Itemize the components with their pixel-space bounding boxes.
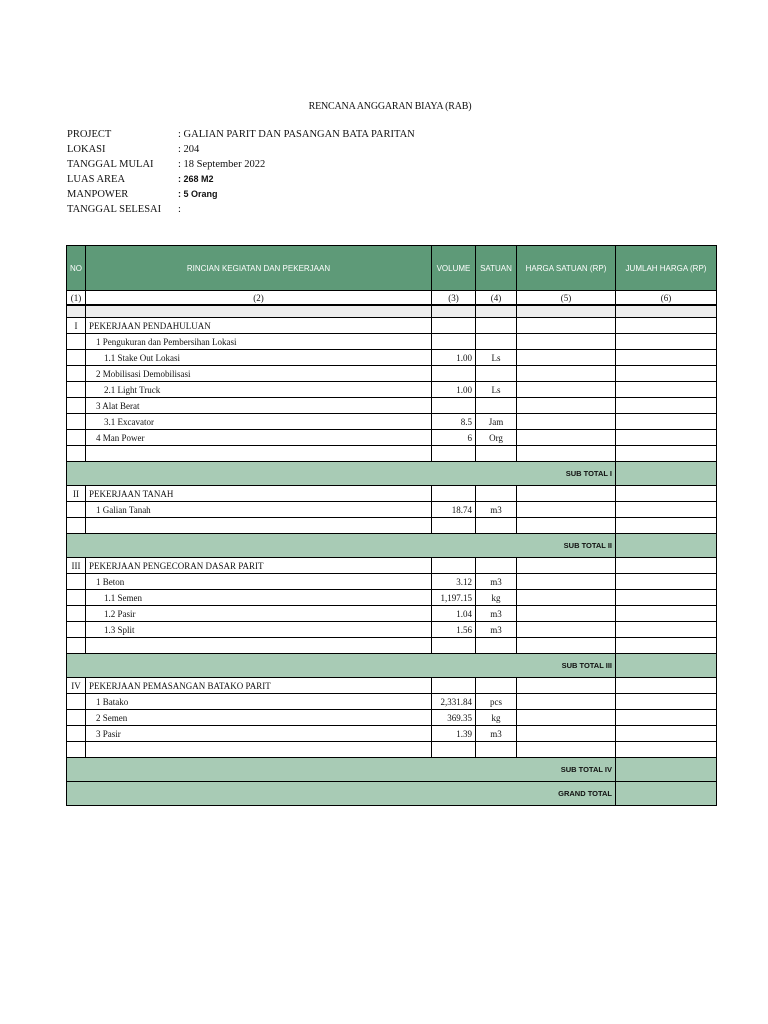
section-row bbox=[67, 486, 717, 502]
item-unit: Org bbox=[476, 430, 517, 446]
header-rincian: RINCIAN KEGIATAN DAN PEKERJAAN bbox=[86, 246, 432, 291]
info-row-tanggal-mulai bbox=[67, 157, 415, 172]
subtotal-value bbox=[616, 654, 717, 678]
section-row bbox=[67, 678, 717, 694]
table-row bbox=[67, 350, 717, 366]
item-desc: 1.1 Semen bbox=[86, 590, 432, 606]
item-unit: m3 bbox=[476, 502, 517, 518]
section-no: IV bbox=[67, 678, 86, 694]
item-desc: 1 Galian Tanah bbox=[86, 502, 432, 518]
info-row-lokasi bbox=[67, 142, 415, 157]
info-label: LOKASI bbox=[67, 144, 106, 155]
blank-row bbox=[67, 446, 717, 462]
table-row bbox=[67, 574, 717, 590]
item-volume: 1,197.15 bbox=[432, 590, 476, 606]
header-jumlah-harga: JUMLAH HARGA (RP) bbox=[616, 246, 717, 291]
item-unit: pcs bbox=[476, 694, 517, 710]
item-desc: 3 Pasir bbox=[86, 726, 432, 742]
item-volume: 1.00 bbox=[432, 350, 476, 366]
col-number: (6) bbox=[616, 291, 717, 306]
info-value: : GALIAN PARIT DAN PASANGAN BATA PARITAN bbox=[178, 129, 415, 140]
item-desc: 4 Man Power bbox=[86, 430, 432, 446]
item-volume: 18.74 bbox=[432, 502, 476, 518]
subtotal-row bbox=[67, 654, 717, 678]
info-value: : bbox=[178, 204, 181, 215]
col-number: (5) bbox=[517, 291, 616, 306]
item-desc: 1.1 Stake Out Lokasi bbox=[86, 350, 432, 366]
project-info bbox=[67, 127, 415, 217]
item-volume: 1.56 bbox=[432, 622, 476, 638]
grand-total-row bbox=[67, 782, 717, 806]
item-desc: 1 Pengukuran dan Pembersihan Lokasi bbox=[86, 334, 432, 350]
header-satuan: SATUAN bbox=[476, 246, 517, 291]
section-no: II bbox=[67, 486, 86, 502]
item-volume: 1.00 bbox=[432, 382, 476, 398]
item-unit: m3 bbox=[476, 574, 517, 590]
header-volume: VOLUME bbox=[432, 246, 476, 291]
item-volume: 3.12 bbox=[432, 574, 476, 590]
section-no: III bbox=[67, 558, 86, 574]
item-desc: 1 Beton bbox=[86, 574, 432, 590]
table-row bbox=[67, 726, 717, 742]
item-unit: Ls bbox=[476, 382, 517, 398]
item-volume: 8.5 bbox=[432, 414, 476, 430]
item-unit: Jam bbox=[476, 414, 517, 430]
col-number: (2) bbox=[86, 291, 432, 306]
item-unit: m3 bbox=[476, 606, 517, 622]
item-unit: m3 bbox=[476, 726, 517, 742]
info-label: LUAS AREA bbox=[67, 174, 126, 185]
item-unit: kg bbox=[476, 710, 517, 726]
item-volume: 1.39 bbox=[432, 726, 476, 742]
info-label: TANGGAL MULAI bbox=[67, 159, 154, 170]
table-row bbox=[67, 590, 717, 606]
section-title: PEKERJAAN TANAH bbox=[86, 486, 432, 502]
grand-total-value bbox=[616, 782, 717, 806]
item-volume: 369.35 bbox=[432, 710, 476, 726]
info-value: : 18 September 2022 bbox=[178, 159, 266, 170]
subtotal-label: SUB TOTAL II bbox=[67, 534, 616, 558]
table-row bbox=[67, 710, 717, 726]
document-title: RENCANA ANGGARAN BIAYA (RAB) bbox=[308, 101, 472, 112]
table-row bbox=[67, 622, 717, 638]
info-row-project bbox=[67, 127, 415, 142]
item-volume: 1.04 bbox=[432, 606, 476, 622]
info-label: MANPOWER bbox=[67, 189, 129, 200]
item-desc: 3 Alat Berat bbox=[86, 398, 432, 414]
header-harga-satuan: HARGA SATUAN (RP) bbox=[517, 246, 616, 291]
table-row bbox=[67, 606, 717, 622]
item-desc: 2 Semen bbox=[86, 710, 432, 726]
info-label: TANGGAL SELESAI bbox=[67, 204, 162, 215]
table-row bbox=[67, 334, 717, 350]
item-volume: 2,331.84 bbox=[432, 694, 476, 710]
item-unit: m3 bbox=[476, 622, 517, 638]
col-number: (1) bbox=[67, 291, 86, 306]
info-value: : 268 M2 bbox=[178, 174, 214, 184]
rab-table bbox=[66, 245, 717, 806]
subtotal-label: SUB TOTAL IV bbox=[67, 758, 616, 782]
subtotal-label: SUB TOTAL III bbox=[67, 654, 616, 678]
section-title: PEKERJAAN PENDAHULUAN bbox=[86, 318, 432, 334]
table-row bbox=[67, 382, 717, 398]
section-row bbox=[67, 558, 717, 574]
item-unit: kg bbox=[476, 590, 517, 606]
section-row bbox=[67, 318, 717, 334]
subtotal-row bbox=[67, 758, 717, 782]
subtotal-value bbox=[616, 534, 717, 558]
subtotal-value bbox=[616, 758, 717, 782]
table-row bbox=[67, 366, 717, 382]
subtotal-label: SUB TOTAL I bbox=[67, 462, 616, 486]
info-label: PROJECT bbox=[67, 129, 112, 140]
info-value: : 204 bbox=[178, 144, 200, 155]
blank-row bbox=[67, 518, 717, 534]
table-row bbox=[67, 502, 717, 518]
table-row bbox=[67, 414, 717, 430]
section-title: PEKERJAAN PENGECORAN DASAR PARIT bbox=[86, 558, 432, 574]
col-number: (4) bbox=[476, 291, 517, 306]
item-volume: 6 bbox=[432, 430, 476, 446]
item-desc: 1.2 Pasir bbox=[86, 606, 432, 622]
subtotal-value bbox=[616, 462, 717, 486]
item-desc: 1 Batako bbox=[86, 694, 432, 710]
table-row bbox=[67, 430, 717, 446]
info-value: : 5 Orang bbox=[178, 189, 218, 199]
grand-total-label: GRAND TOTAL bbox=[67, 782, 616, 806]
item-desc: 2.1 Light Truck bbox=[86, 382, 432, 398]
subtotal-row bbox=[67, 462, 717, 486]
section-title: PEKERJAAN PEMASANGAN BATAKO PARIT bbox=[86, 678, 432, 694]
item-desc: 1.3 Split bbox=[86, 622, 432, 638]
item-desc: 3.1 Excavator bbox=[86, 414, 432, 430]
info-row-manpower bbox=[67, 187, 415, 202]
table-row bbox=[67, 398, 717, 414]
blank-row bbox=[67, 305, 717, 318]
blank-row bbox=[67, 638, 717, 654]
blank-row bbox=[67, 742, 717, 758]
table-row bbox=[67, 694, 717, 710]
item-unit: Ls bbox=[476, 350, 517, 366]
column-number-row bbox=[67, 291, 717, 306]
subtotal-row bbox=[67, 534, 717, 558]
section-no: I bbox=[67, 318, 86, 334]
info-row-tanggal-selesai bbox=[67, 202, 415, 217]
info-row-luas-area bbox=[67, 172, 415, 187]
table-header-row bbox=[67, 246, 717, 291]
col-number: (3) bbox=[432, 291, 476, 306]
header-no: NO bbox=[67, 246, 86, 291]
item-desc: 2 Mobilisasi Demobilisasi bbox=[86, 366, 432, 382]
